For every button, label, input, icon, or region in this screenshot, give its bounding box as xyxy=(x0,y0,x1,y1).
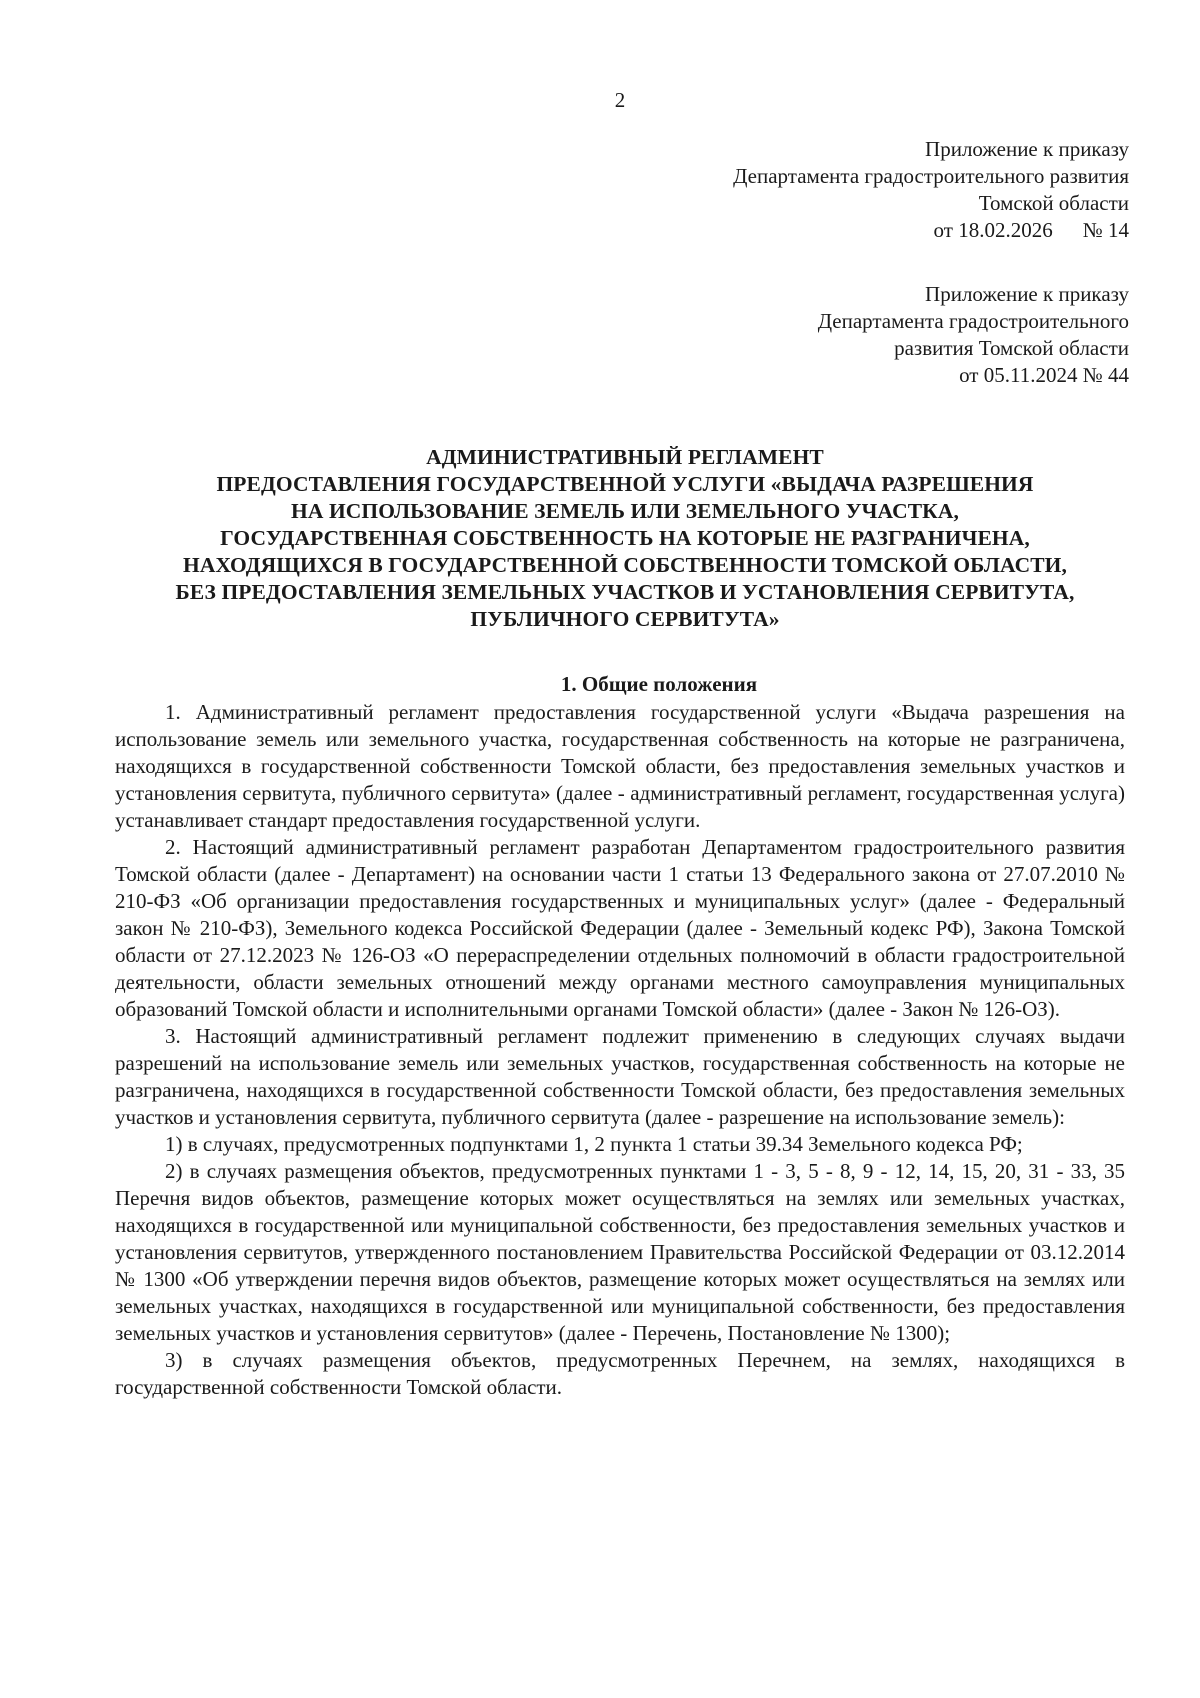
appendix-current-line3: Томской области xyxy=(978,191,1129,215)
section-heading: 1. Общие положения xyxy=(560,672,758,696)
appendix-previous-line2: Департамента градостроительного xyxy=(817,309,1129,333)
title-line: НА ИСПОЛЬЗОВАНИЕ ЗЕМЕЛЬ ИЛИ ЗЕМЕЛЬНОГО УЧАСТКА, xyxy=(291,499,959,523)
paragraph: 1. Административный регламент предоставления государственной услуги «Выдача разрешения на использование земель или земельного участка, государственная собственность на которые не разграничена, находящихся в государственной собственности Томской области, без предоставления земельных участков и установления сервитута, публичного сервитута» (далее - административный регламент, государственная услуга) устанавливает стандарт предоставления государственной услуги. xyxy=(115,700,1125,832)
paragraph: 2) в случаях размещения объектов, предусмотренных пунктами 1 - 3, 5 - 8, 9 - 12, 14, 15, 20, 31 - 33, 35 Перечня видов объектов, размещение которых может осуществляться на землях или земельных участках, находящихся в государственной или муниципальной собственности, без предоставления земельных участков и установления сервитутов, утвержденного постановлением Правительства Российской Федерации от 03.12.2014 № 1300 «Об утверждении перечня видов объектов, размещение которых может осуществляться на землях или земельных участках, находящихся в государственной или муниципальной собственности, без предоставления земельных участков и установления сервитутов» (далее - Перечень, Постановление № 1300); xyxy=(115,1159,1125,1345)
document-body xyxy=(115,699,1125,1401)
appendix-previous-line4: от 05.11.2024 № 44 xyxy=(959,363,1129,387)
appendix-current-order xyxy=(733,136,1129,244)
paragraph: 2. Настоящий административный регламент разработан Департаментом градостроительного развития Томской области (далее - Департамент) на основании части 1 статьи 13 Федерального закона от 27.07.2010 № 210-ФЗ «Об организации предоставления государственных и муниципальных услуг» (далее - Федеральный закон № 210-ФЗ), Земельного кодекса Российской Федерации (далее - Земельный кодекс РФ), Закона Томской области от 27.12.2023 № 126-ОЗ «О перераспределении отдельных полномочий в области градостроительной деятельности, области земельных отношений между органами местного самоуправления муниципальных образований Томской области и исполнительными органами Томской области» (далее - Закон № 126-ОЗ). xyxy=(115,835,1125,1021)
appendix-current-line1: Приложение к приказу xyxy=(925,137,1129,161)
appendix-current-number: № 14 xyxy=(1082,218,1129,242)
page-number: 2 xyxy=(614,88,626,112)
appendix-current-date: от 18.02.2026 xyxy=(933,218,1053,242)
appendix-previous-line1: Приложение к приказу xyxy=(925,282,1129,306)
paragraph: 1) в случаях, предусмотренных подпунктами 1, 2 пункта 1 статьи 39.34 Земельного кодекса РФ; xyxy=(165,1132,1023,1156)
title-line: ПУБЛИЧНОГО СЕРВИТУТА» xyxy=(470,607,780,631)
appendix-current-date-line xyxy=(733,217,1129,244)
appendix-current-line2: Департамента градостроительного развития xyxy=(733,164,1129,188)
title-line: НАХОДЯЩИХСЯ В ГОСУДАРСТВЕННОЙ СОБСТВЕННОСТИ ТОМСКОЙ ОБЛАСТИ, xyxy=(183,553,1067,577)
title-line: ПРЕДОСТАВЛЕНИЯ ГОСУДАРСТВЕННОЙ УСЛУГИ «ВЫДАЧА РАЗРЕШЕНИЯ xyxy=(216,472,1034,496)
title-line: ГОСУДАРСТВЕННАЯ СОБСТВЕННОСТЬ НА КОТОРЫЕ НЕ РАЗГРАНИЧЕНА, xyxy=(220,526,1030,550)
title-line: БЕЗ ПРЕДОСТАВЛЕНИЯ ЗЕМЕЛЬНЫХ УЧАСТКОВ И УСТАНОВЛЕНИЯ СЕРВИТУТА, xyxy=(175,580,1075,604)
appendix-previous-order xyxy=(818,281,1129,389)
appendix-previous-line3: развития Томской области xyxy=(894,336,1129,360)
document-title xyxy=(80,444,1170,633)
paragraph: 3. Настоящий административный регламент подлежит применению в следующих случаях выдачи разрешений на использование земель или земельных участков, государственная собственность на которые не разграничена, находящихся в государственной собственности Томской области, без предоставления земельных участков и установления сервитута, публичного сервитута (далее - разрешение на использование земель): xyxy=(115,1024,1125,1129)
title-line: АДМИНИСТРАТИВНЫЙ РЕГЛАМЕНТ xyxy=(426,445,824,469)
paragraph: 3) в случаях размещения объектов, предусмотренных Перечнем, на землях, находящихся в государственной собственности Томской области. xyxy=(115,1348,1125,1399)
